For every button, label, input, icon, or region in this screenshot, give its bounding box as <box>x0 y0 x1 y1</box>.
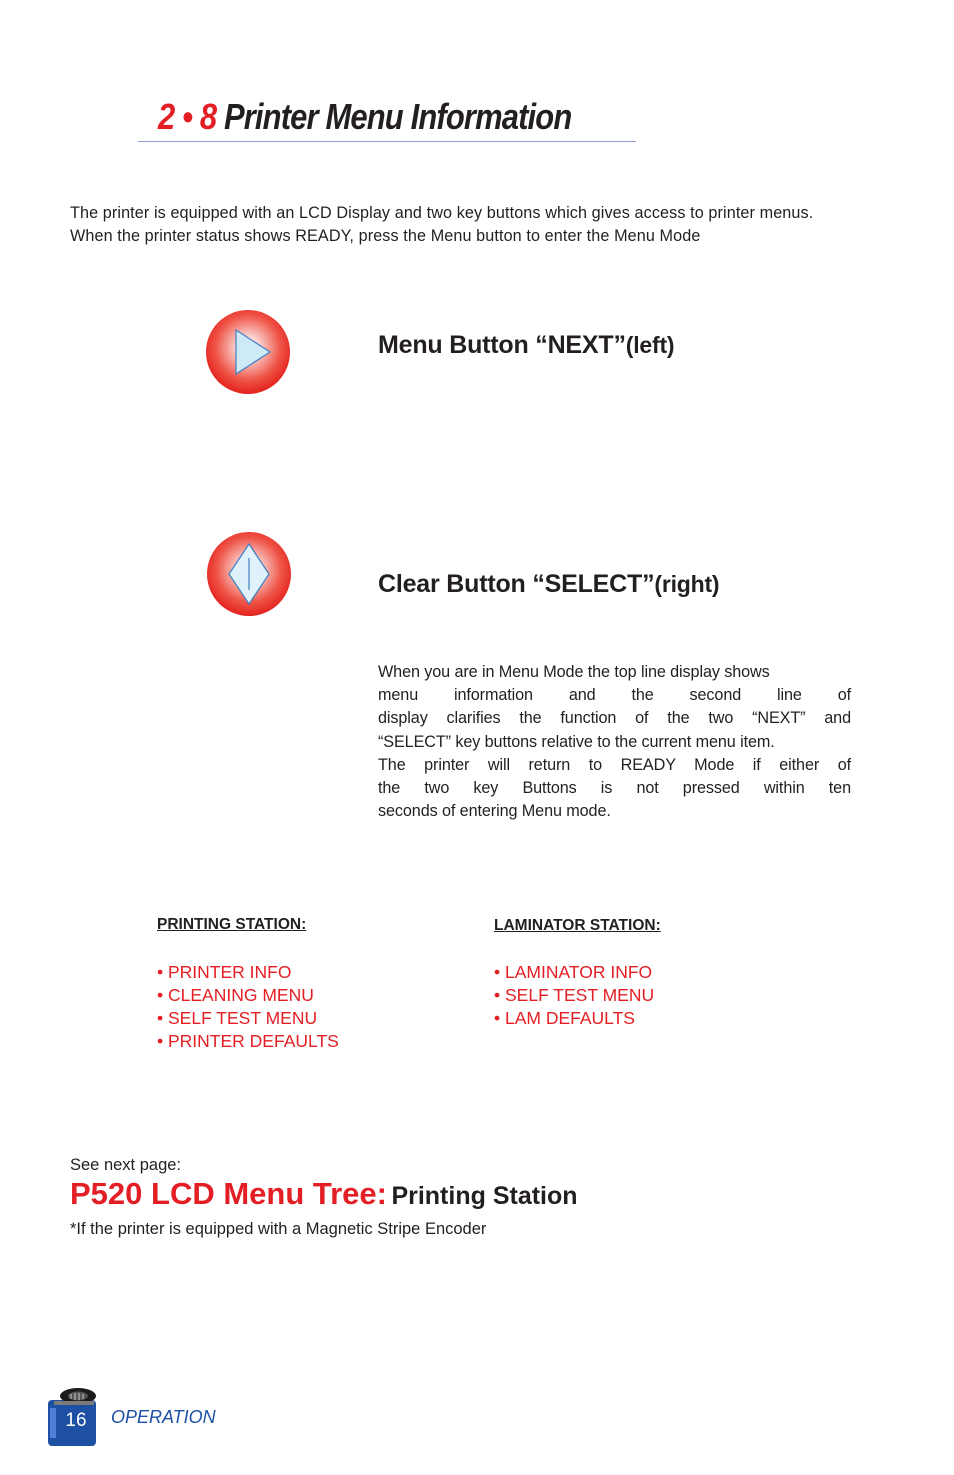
select-button-heading <box>378 570 719 599</box>
title-underline <box>138 141 636 142</box>
description-line: the two key Buttons is not pressed within ten <box>378 779 851 798</box>
menu-mode-description <box>378 661 851 823</box>
list-item: • SELF TEST MENU <box>494 985 655 1005</box>
printing-station-list <box>157 961 339 1053</box>
next-button-label: Menu Button “NEXT” <box>378 331 626 359</box>
footer-badge <box>46 1386 102 1448</box>
printing-station-heading: PRINTING STATION: <box>157 916 307 933</box>
section-number: 2 • 8 <box>158 96 217 137</box>
description-line: When you are in Menu Mode the top line display shows <box>378 663 770 681</box>
menu-tree-title <box>70 1176 578 1212</box>
diamond-select-icon <box>205 530 293 618</box>
see-next-page: See next page: <box>70 1156 182 1174</box>
section-title <box>158 96 571 138</box>
select-button-side: (right) <box>654 571 720 597</box>
intro-paragraph-1: The printer is equipped with an LCD Display and two key buttons which gives access to printer menus. <box>70 204 814 222</box>
intro-text <box>70 202 852 248</box>
encoder-footnote: *If the printer is equipped with a Magnetic Stripe Encoder <box>70 1220 487 1238</box>
description-line: menu information and the second line of <box>378 686 851 705</box>
menu-tree-title-red: P520 LCD Menu Tree: <box>70 1176 387 1211</box>
select-button-label: Clear Button “SELECT” <box>378 570 655 598</box>
next-button-side: (left) <box>625 332 675 358</box>
footer-section-label: OPERATION <box>111 1407 216 1427</box>
next-button-heading <box>378 331 674 360</box>
list-item: • SELF TEST MENU <box>157 1008 318 1028</box>
description-line: “SELECT” key buttons relative to the current menu item. <box>378 732 775 751</box>
play-triangle-icon <box>204 308 292 396</box>
intro-paragraph-2: When the printer status shows READY, press the Menu button to enter the Menu Mode <box>70 227 701 245</box>
list-item: • CLEANING MENU <box>157 985 314 1005</box>
page-number: 16 <box>65 1410 87 1431</box>
menu-tree-title-black: Printing Station <box>391 1182 578 1210</box>
list-item: • PRINTER INFO <box>157 962 292 982</box>
list-item: • PRINTER DEFAULTS <box>157 1031 339 1051</box>
laminator-station-heading: LAMINATOR STATION: <box>494 917 661 934</box>
laminator-station-list <box>494 961 654 1030</box>
description-line: The printer will return to READY Mode if either of <box>378 755 851 774</box>
list-item: • LAM DEFAULTS <box>494 1008 635 1028</box>
description-line: seconds of entering Menu mode. <box>378 802 611 821</box>
description-line: display clarifies the function of the two “NEXT” and <box>378 709 851 728</box>
section-title-text: Printer Menu Information <box>223 96 572 137</box>
list-item: • LAMINATOR INFO <box>494 962 653 982</box>
